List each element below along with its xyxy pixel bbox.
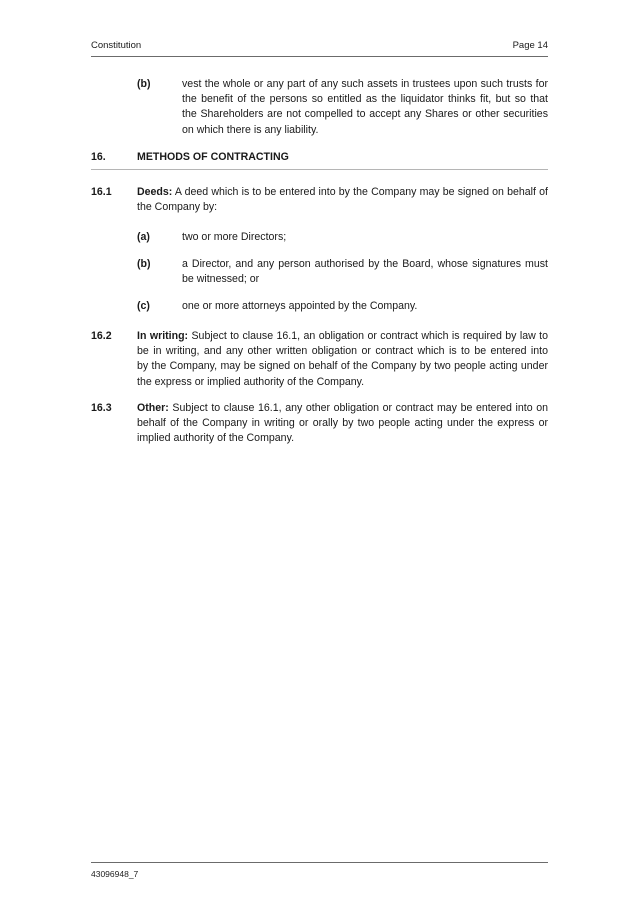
header-page-number: Page 14 — [512, 40, 548, 51]
text-line: one or more attorneys appointed by the Company. — [182, 300, 418, 312]
text-line: the Company by: — [137, 201, 218, 214]
text-line — [137, 329, 548, 344]
clause-lead: Other: — [137, 402, 169, 414]
header-rule — [91, 56, 548, 57]
header-document-title: Constitution — [91, 40, 142, 51]
footer-document-id: 43096948_7 — [91, 869, 139, 879]
section-title: METHODS OF CONTRACTING — [137, 151, 289, 163]
text-line: be witnessed; or — [182, 273, 260, 286]
clause-lead: Deeds: — [137, 186, 173, 198]
carryover-item-label: (b) — [137, 78, 151, 90]
clause-number: 16.2 — [91, 330, 112, 342]
sub-item-label: (a) — [137, 231, 150, 243]
text-line: the benefit of the persons so entitled as the liquidator thinks fit, but so that — [182, 93, 548, 106]
clause-text — [137, 185, 548, 215]
text-line: by the Company, may be signed on behalf of the Company by two people acting under — [137, 360, 548, 373]
clause-number: 16.1 — [91, 186, 112, 198]
text-run: A deed which is to be entered into by the Company may be signed on behalf of — [172, 186, 548, 198]
text-line: behalf of the Company in writing or orally by two people acting under the express or — [137, 417, 548, 430]
carryover-item-text — [182, 77, 548, 138]
clause-text — [137, 329, 548, 390]
section-number: 16. — [91, 151, 106, 163]
clause-lead: In writing: — [137, 330, 189, 342]
text-line: a Director, and any person authorised by the Board, whose signatures must — [182, 258, 548, 270]
sub-item-label: (b) — [137, 258, 151, 270]
text-line: implied authority of the Company. — [137, 432, 295, 445]
text-run: Subject to clause 16.1, any other obligation or contract may be entered into on — [168, 402, 548, 414]
text-line: be in writing, and any other written obligation or contract which is to be entered into — [137, 345, 548, 358]
footer-rule — [91, 862, 548, 863]
sub-item-text — [182, 299, 548, 314]
sub-item-text — [182, 257, 548, 287]
text-line: vest the whole or any part of any such assets in trustees upon such trusts for — [182, 78, 548, 90]
text-line: two or more Directors; — [182, 231, 287, 243]
text-line — [137, 185, 548, 200]
clause-number: 16.3 — [91, 402, 112, 414]
sub-item-text — [182, 230, 548, 245]
text-line — [137, 401, 548, 416]
text-line: the express or implied authority of the Company. — [137, 375, 365, 388]
section-rule — [91, 169, 548, 170]
clause-text — [137, 401, 548, 447]
sub-item-label: (c) — [137, 300, 150, 312]
page-header — [91, 40, 548, 56]
text-line: on which there is any liability. — [182, 123, 319, 136]
text-line: the Shareholders are not compelled to accept any Shares or other securities — [182, 108, 548, 121]
text-run: Subject to clause 16.1, an obligation or contract which is required by law to — [188, 330, 548, 342]
